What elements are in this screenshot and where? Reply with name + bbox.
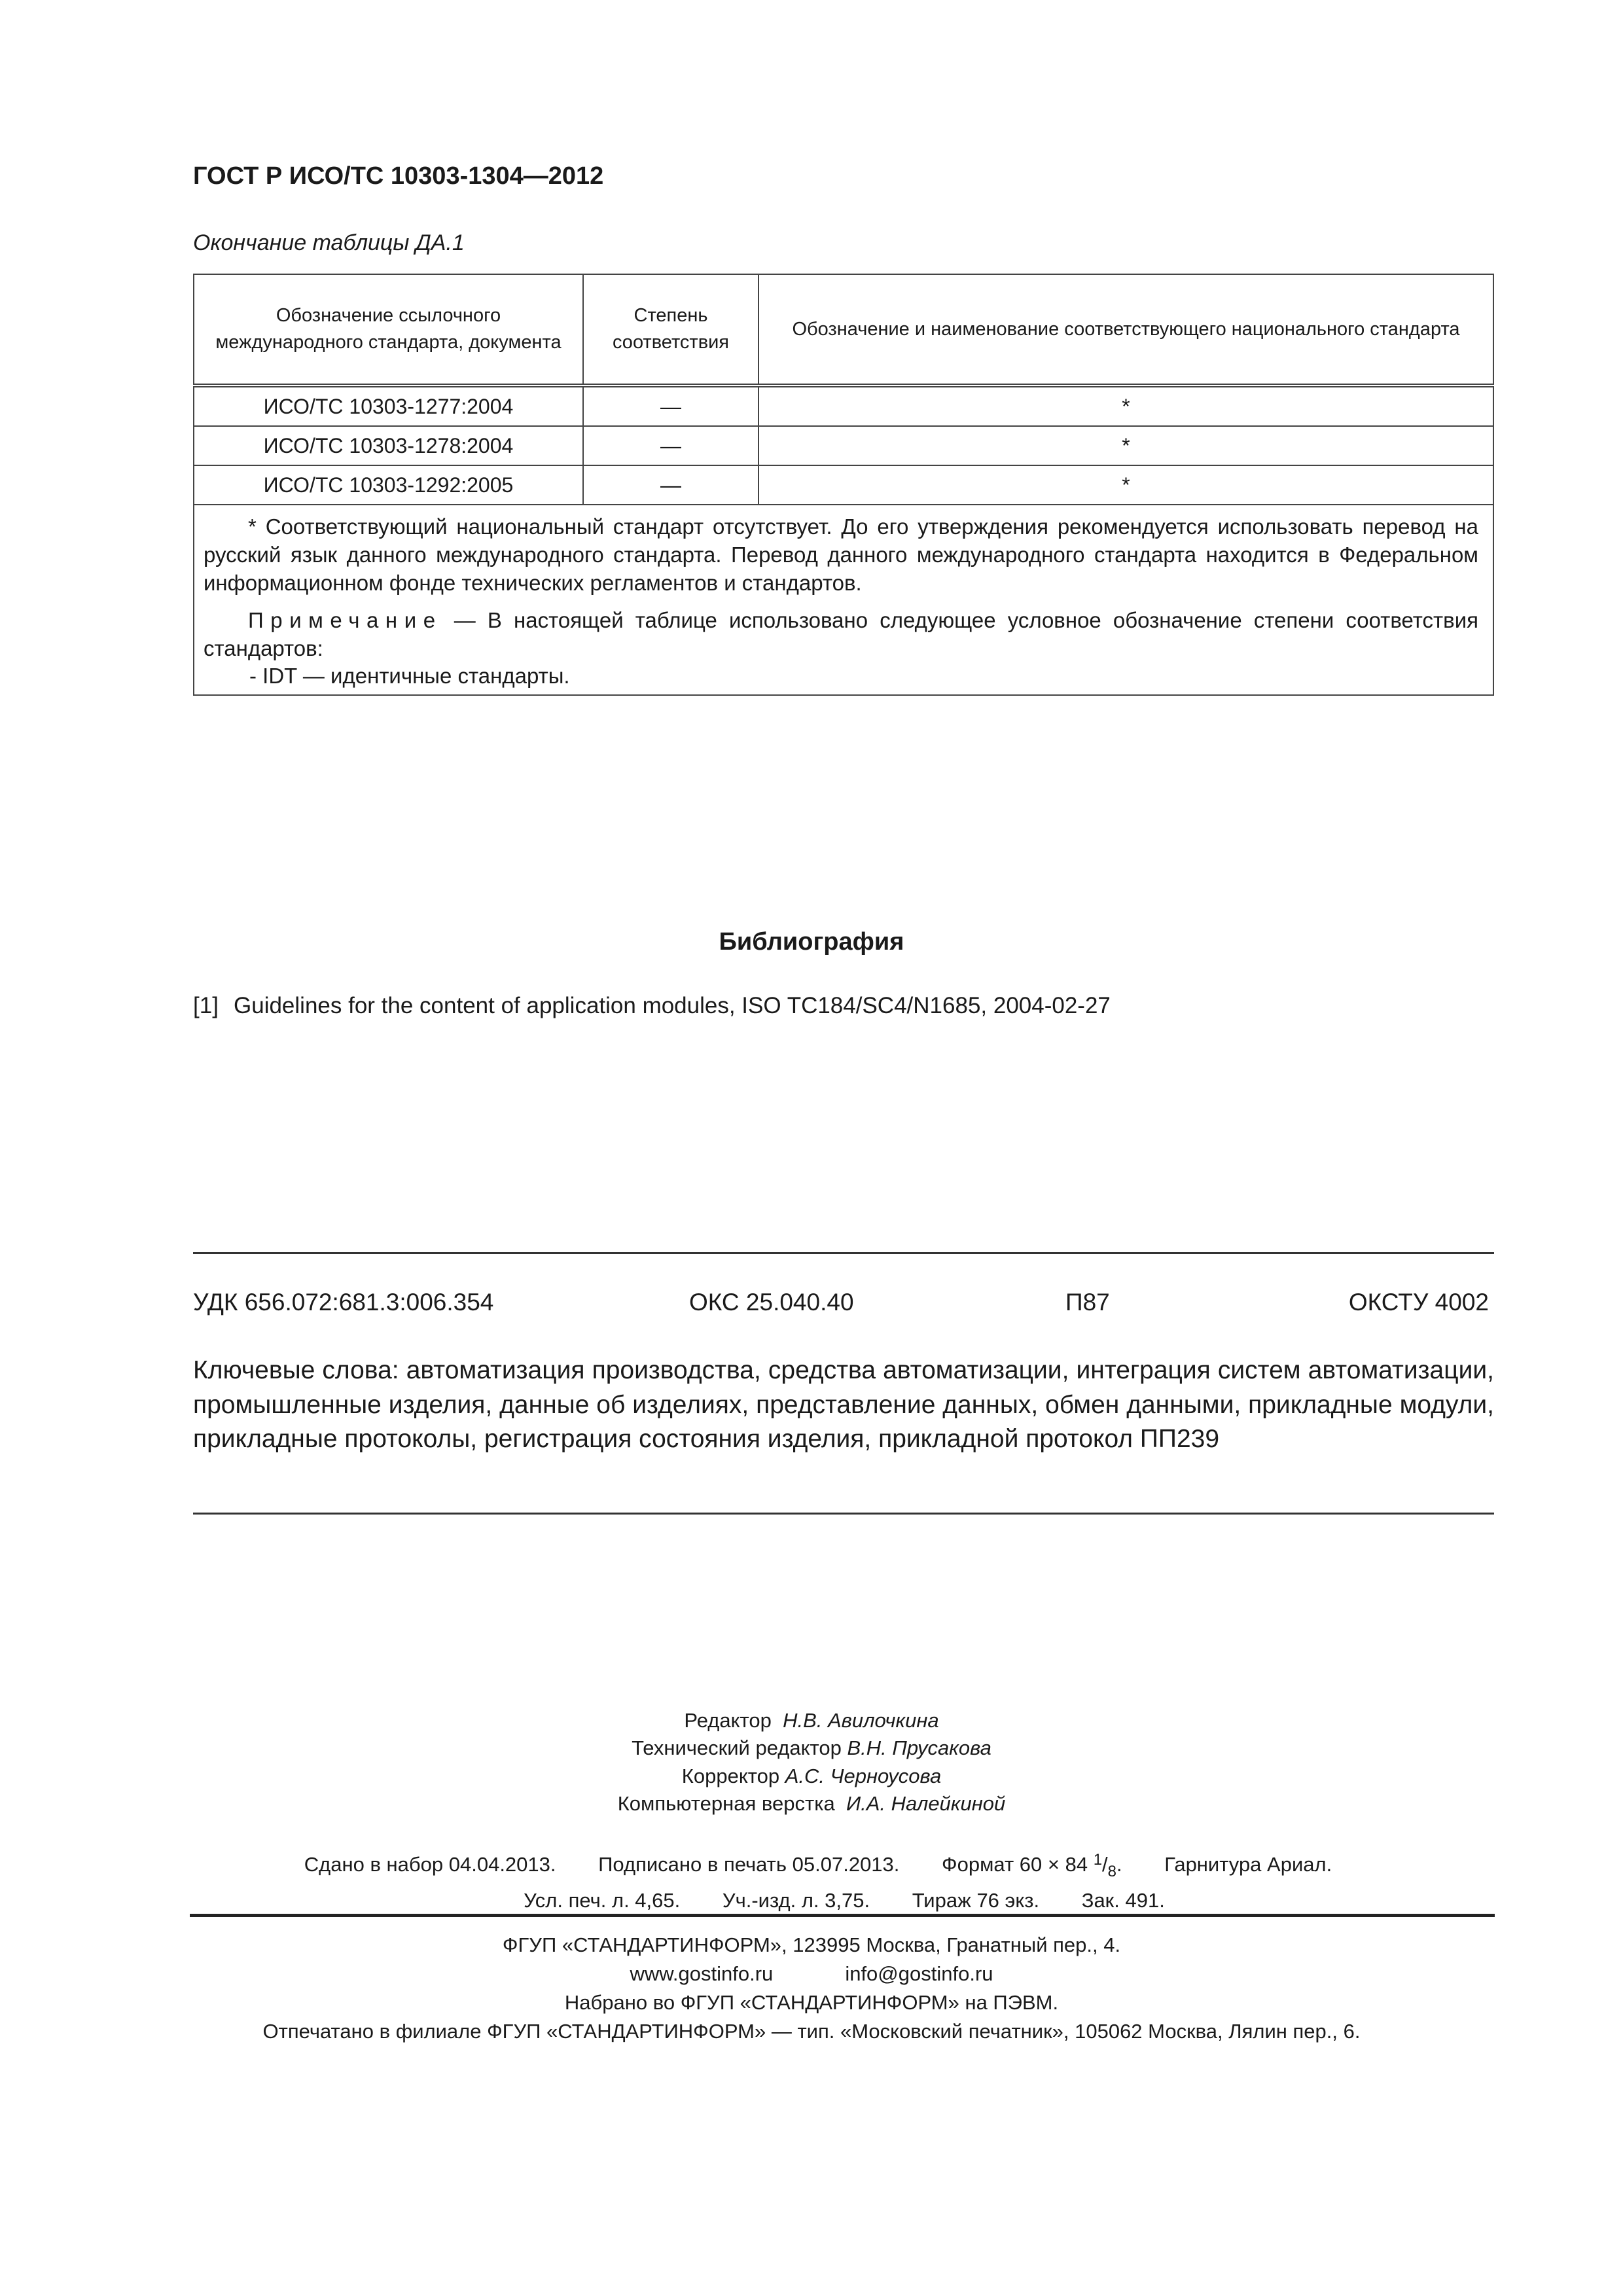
typeset-info: Набрано во ФГУП «СТАНДАРТИНФОРМ» на ПЭВМ. [564,1991,1059,2015]
table-notes-row [194,505,1493,695]
cell-degree: — [583,426,758,465]
note-text: — В настоящей таблице использовано следующее условное обозначение степени соответствия стандартов: [204,607,1478,660]
print-info-line-1 [0,1851,1623,1881]
publisher-footer [0,1931,1623,2046]
credits-block [0,1707,1623,1818]
print-info-line-2 [0,1889,1623,1912]
credit-editor: Редактор Н.В. Авилочкина [684,1709,939,1732]
table-caption: Окончание таблицы ДА.1 [193,230,465,255]
bibliography-item-text: Guidelines for the content of application modules, ISO TC184/SC4/N1685, 2004-02-27 [234,993,1111,1018]
table-notes [194,505,1493,695]
p-code: П87 [1065,1289,1110,1316]
website-link[interactable]: www.gostinfo.ru [630,1962,774,1986]
column-header-ref: Обозначение ссылочного международного стандарта, документа [194,274,583,386]
table-footnote: * Соответствующий национальный стандарт отсутствует. До его утверждения рекомендуется использовать перевод на русский язык данного международного стандарта. Перевод данного международного стандарта находится в Федеральном информационном фонде технических регламентов и стандартов. [204,514,1478,595]
signed-date: Подписано в печать 05.07.2013. [598,1853,900,1876]
cell-degree: — [583,386,758,426]
publisher-address: ФГУП «СТАНДАРТИНФОРМ», 123995 Москва, Гранатный пер., 4. [502,1933,1121,1956]
cell-degree: — [583,465,758,505]
submitted-date: Сдано в набор 04.04.2013. [304,1853,556,1876]
paper-format: Формат 60 × 84 1/8. [942,1851,1122,1880]
column-header-national: Обозначение и наименование соответствующего национального стандарта [758,274,1493,386]
print-sheets: Усл. печ. л. 4,65. [524,1889,681,1912]
table-row [194,465,1493,505]
okstu-code: ОКСТУ 4002 [1348,1289,1489,1316]
divider-bottom [193,1513,1494,1515]
credit-tech-editor: Технический редактор В.Н. Прусакова [632,1736,991,1760]
credit-corrector: Корректор А.С. Черноусова [681,1764,942,1787]
circulation: Тираж 76 экз. [912,1889,1040,1912]
udk-code: УДК 656.072:681.3:006.354 [193,1289,494,1316]
oks-code: ОКС 25.040.40 [689,1289,854,1316]
cell-national: * [758,386,1493,426]
publication-sheets: Уч.-изд. л. 3,75. [722,1889,870,1912]
column-header-degree: Степень соответствия [583,274,758,386]
divider-top [193,1252,1494,1254]
table-row [194,386,1493,426]
note-label: Примечание [248,607,442,632]
bibliography-title: Библиография [719,928,904,956]
order-number: Зак. 491. [1081,1889,1165,1912]
typeface: Гарнитура Ариал. [1164,1853,1332,1876]
table-note [204,607,1478,663]
keywords: Ключевые слова: автоматизация производства, средства автоматизации, интеграция систем автоматизации, промышленные изделия, данные об изделиях, представление данных, обмен данными, прикладные модули, прикладные протоколы, регистрация состояния изделия, прикладной протокол ПП239 [193,1356,1494,1454]
credit-layout: Компьютерная верстка И.А. Налейкиной [617,1792,1006,1816]
cell-national: * [758,426,1493,465]
table-row [194,426,1493,465]
correspondence-table [193,274,1494,696]
table-header-row [194,274,1493,386]
cell-ref: ИСО/ТС 10303-1277:2004 [194,386,583,426]
cell-ref: ИСО/ТС 10303-1278:2004 [194,426,583,465]
bibliography-item-number: [1] [193,993,219,1018]
cell-ref: ИСО/ТС 10303-1292:2005 [194,465,583,505]
footer-divider [190,1914,1495,1917]
cell-national: * [758,465,1493,505]
bibliography-item [193,993,1111,1019]
email-link[interactable]: info@gostinfo.ru [845,1962,993,1986]
contact-line [0,1960,1623,1988]
note-item: - IDT — идентичные стандарты. [249,664,570,689]
standard-title: ГОСТ Р ИСО/ТС 10303-1304—2012 [193,162,604,190]
printed-info: Отпечатано в филиале ФГУП «СТАНДАРТИНФОРМ» — тип. «Московский печатник», 105062 Москва, Лялин пер., 6. [262,2020,1361,2043]
